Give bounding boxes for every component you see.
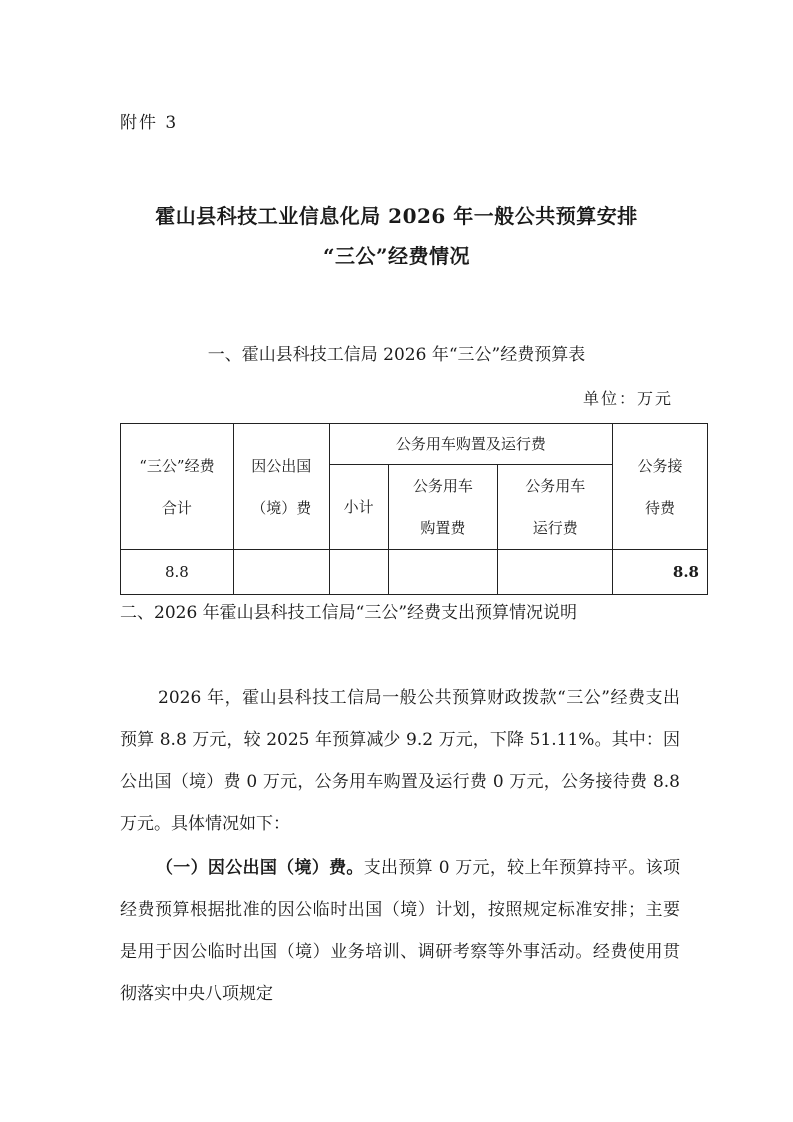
header-vehicle-purchase: 公务用车购置费 bbox=[388, 465, 498, 550]
cell-vehicle-purchase bbox=[388, 550, 498, 595]
table-row bbox=[121, 550, 708, 595]
section2-title: 二、2026 年霍山县科技工信局“三公”经费支出预算情况说明 bbox=[120, 603, 578, 623]
paragraph-abroad-body: 支出预算 0 万元，较上年预算持平。该项经费预算根据批准的因公临时出国（境）计划，按照规定标准安排；主要是用于因公临时出国（境）业务培训、调研考察等外事活动。经费使用贯彻落实中央八项规定 bbox=[120, 858, 680, 1004]
section1-title: 一、霍山县科技工信局 2026 年“三公”经费预算表 bbox=[207, 345, 586, 365]
budget-table bbox=[120, 423, 708, 595]
table-header-row bbox=[121, 424, 708, 465]
cell-reception: 8.8 bbox=[613, 550, 708, 595]
header-subtotal: 小计 bbox=[329, 465, 388, 550]
document-title-line2: “三公”经费情况 bbox=[322, 244, 470, 268]
cell-vehicle-operation bbox=[498, 550, 613, 595]
document-title-line1: 霍山县科技工业信息化局 2026 年一般公共预算安排 bbox=[155, 204, 638, 228]
paragraph-abroad-lead: （一）因公出国（境）费。 bbox=[156, 858, 364, 878]
cell-subtotal bbox=[329, 550, 388, 595]
header-total: “三公”经费合计 bbox=[121, 424, 234, 550]
cell-total: 8.8 bbox=[121, 550, 234, 595]
cell-abroad bbox=[233, 550, 329, 595]
paragraph-summary: 2026 年，霍山县科技工信局一般公共预算财政拨款“三公”经费支出预算 8.8 万元，较 2025 年预算减少 9.2 万元，下降 51.11%。其中：因公出国（境）费 0 万元，公务用车购置及运行费 0 万元，公务接待费 8.8 万元。具体情况如下： bbox=[120, 688, 680, 834]
header-vehicle-group: 公务用车购置及运行费 bbox=[329, 424, 612, 465]
header-abroad: 因公出国（境）费 bbox=[233, 424, 329, 550]
attachment-label: 附件 3 bbox=[120, 113, 179, 133]
unit-label: 单位：万元 bbox=[582, 389, 673, 408]
header-reception: 公务接待费 bbox=[613, 424, 708, 550]
paragraph-abroad bbox=[120, 847, 680, 1015]
header-vehicle-operation: 公务用车运行费 bbox=[498, 465, 613, 550]
